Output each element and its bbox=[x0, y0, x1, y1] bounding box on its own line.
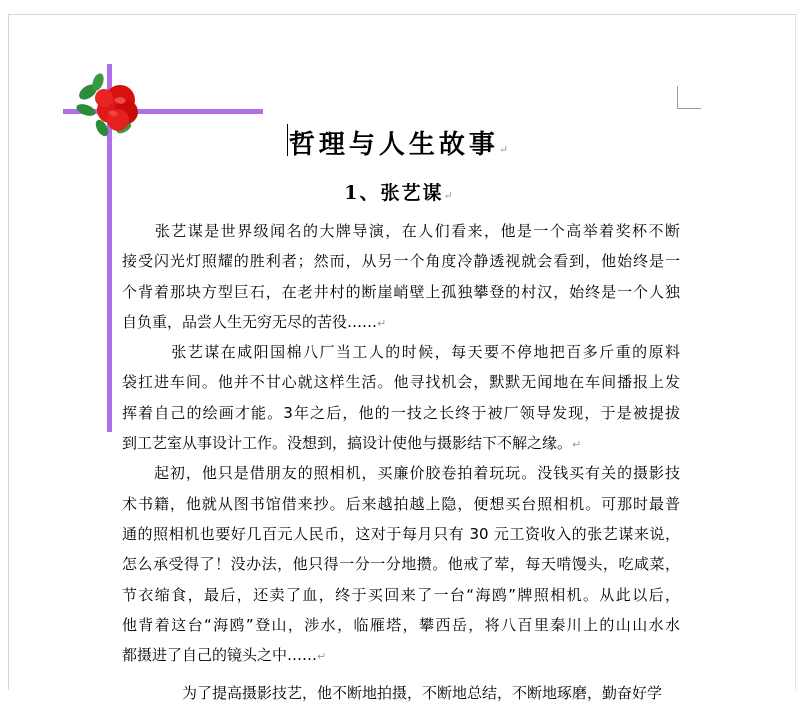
partial-text-line[interactable] bbox=[122, 682, 680, 702]
document-body[interactable] bbox=[122, 216, 680, 670]
text-segment[interactable]: 都摄进了自己的镜头之中…… bbox=[122, 646, 318, 665]
text-segment[interactable]: 到工艺室从事设计工作。没想到，搞设计使他与摄影结下不解之缘。 bbox=[122, 434, 573, 453]
text-line-last[interactable] bbox=[122, 307, 680, 337]
text-line[interactable]: 节衣缩食，最后，还卖了血，终于买回来了一台“海鸥”牌照相机。从此以后， bbox=[122, 585, 680, 604]
text-line[interactable]: 通的照相机也要好几百元人民币，这对于每月只有 30 元工资收入的张艺谋来说， bbox=[122, 524, 680, 543]
page-border-right bbox=[795, 14, 796, 690]
margin-corner-mark-h bbox=[677, 108, 701, 109]
text-line[interactable]: 袋扛进车间。他并不甘心就这样生活。他寻找机会，默默无闻地在车间播报上发 bbox=[122, 373, 680, 392]
section-heading[interactable] bbox=[0, 178, 797, 205]
text-line[interactable]: 张艺谋是世界级闻名的大牌导演，在人们看来，他是一个高举着奖杯不断 bbox=[122, 222, 680, 240]
text-line[interactable]: 个背着那块方型巨石，在老井村的断崖峭壁上孤独攀登的村汉，始终是一个人独 bbox=[122, 282, 680, 301]
text-line[interactable]: 张艺谋在咸阳国棉八厂当工人的时候，每天要不停地把百多斤重的原料 bbox=[122, 343, 680, 362]
text-line[interactable]: 挥着自己的绘画才能。3年之后，他的一技之长终于被厂领导发现，于是被提拔 bbox=[122, 403, 680, 422]
section-heading-text[interactable]: 1、张艺谋 bbox=[344, 182, 444, 204]
paragraph-mark: ↵ bbox=[317, 650, 327, 664]
text-line[interactable]: 接受闪光灯照耀的胜利者；然而，从另一个角度冷静透视就会看到，他始终是一 bbox=[122, 252, 680, 271]
document-title[interactable] bbox=[0, 124, 797, 161]
page-border-top bbox=[8, 14, 797, 15]
text-line[interactable]: 术书籍，他就从图书馆借来抄。后来越拍越上隐，便想买台照相机。可那时最普 bbox=[122, 494, 680, 513]
partial-text[interactable]: 为了提高摄影技艺，他不断地拍摄，不断地总结，不断地琢磨，勤奋好学 bbox=[122, 684, 663, 702]
text-line-last[interactable] bbox=[122, 640, 680, 670]
text-line[interactable]: 起初，他只是借朋友的照相机，买廉价胶卷拍着玩玩。没钱买有关的摄影技 bbox=[122, 464, 680, 483]
text-line[interactable]: 他背着这台“海鸥”登山，涉水，临雁塔，攀西岳，将八百里秦川上的山山水水 bbox=[122, 615, 680, 634]
paragraph-mark: ↵ bbox=[572, 438, 582, 452]
paragraph-mark: ↵ bbox=[443, 189, 453, 202]
paragraph-mark: ↵ bbox=[377, 316, 387, 330]
margin-corner-mark bbox=[677, 86, 678, 108]
page-border-left bbox=[8, 14, 9, 690]
text-line-last[interactable] bbox=[122, 428, 680, 458]
paragraph-mark: ↵ bbox=[498, 143, 509, 156]
text-line[interactable]: 怎么承受得了！没办法，他只得一分一分地攒。他戒了荤，每天啃馒头，吃咸菜， bbox=[122, 555, 680, 574]
text-segment[interactable]: 自负重，品尝人生无穷无尽的苦役…… bbox=[122, 312, 378, 331]
document-title-text[interactable]: 哲理与人生故事 bbox=[288, 130, 499, 160]
